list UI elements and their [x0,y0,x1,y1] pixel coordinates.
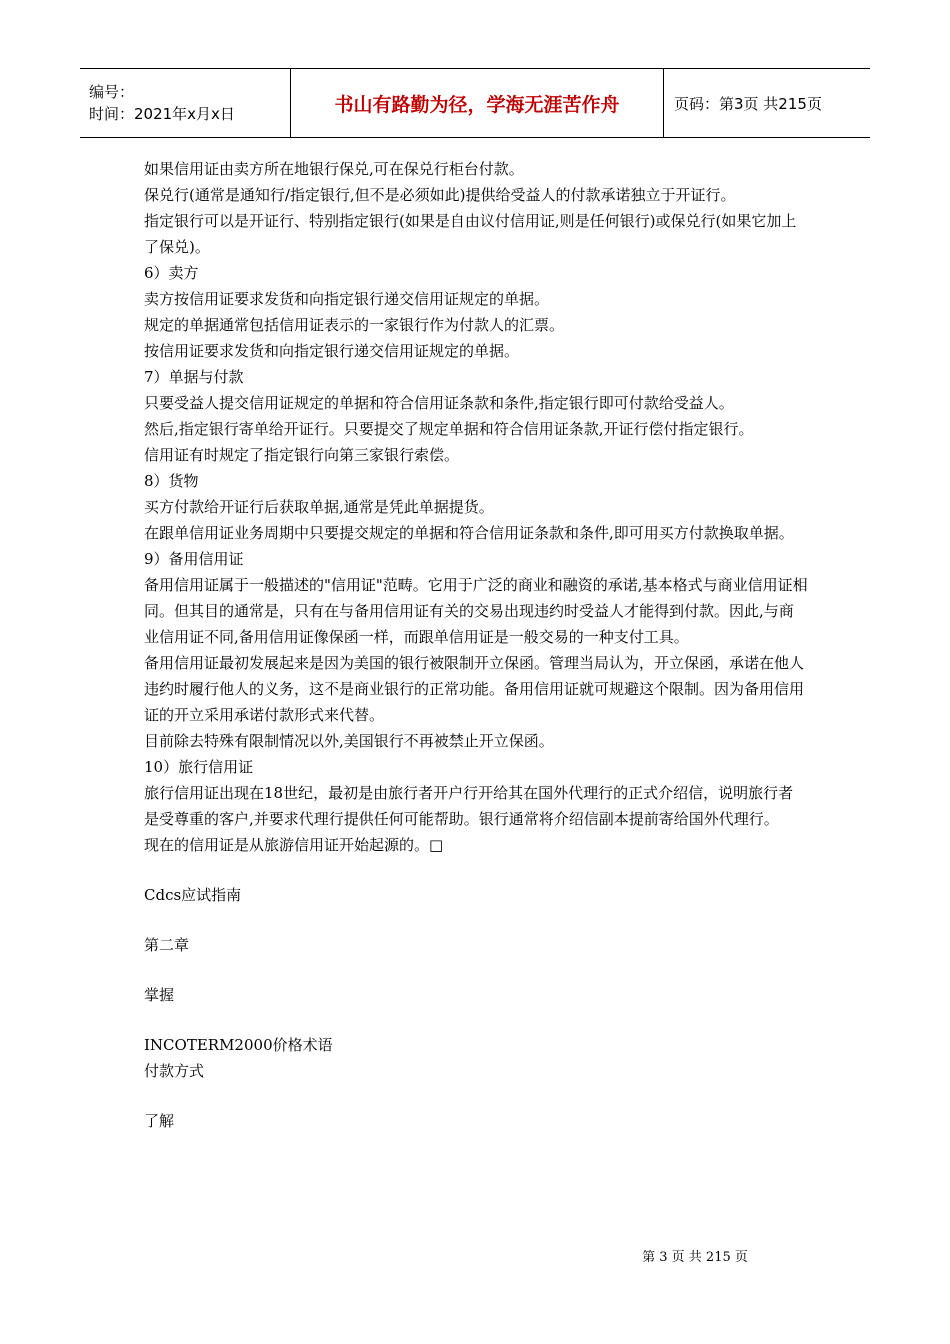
paragraph: 旅行信用证出现在18世纪，最初是由旅行者开户行开给其在国外代理行的正式介绍信，说明旅行者是受尊重的客户,并要求代理行提供任何可能帮助。银行通常将介绍信副本提前寄给国外代理行。 [144,784,794,828]
page-header [80,68,870,138]
paragraph: 备用信用证最初发展起来是因为美国的银行被限制开立保函。管理当局认为，开立保函，承诺在他人违约时履行他人的义务，这不是商业银行的正常功能。备用信用证就可规避这个限制。因为备用信用证的开立采用承诺付款形式来代替。 [144,654,805,724]
guide-title: Cdcs应试指南 [144,886,242,904]
section-heading: 9）备用信用证 [144,550,244,568]
section-heading: 10）旅行信用证 [144,758,254,776]
paragraph: 规定的单据通常包括信用证表示的一家银行作为付款人的汇票。 [144,316,565,334]
paragraph: 买方付款给开证行后获取单据,通常是凭此单据提货。 [144,498,494,516]
header-motto [290,69,664,137]
document-number-label: 编号： [89,83,135,101]
paragraph: 指定银行可以是开证行、特别指定银行(如果是自由议付信用证,则是任何银行)或保兑行(如果它加上了保兑)。 [144,212,797,256]
paragraph: 目前除去特殊有限制情况以外,美国银行不再被禁止开立保函。 [144,732,554,750]
document-body [144,156,808,1134]
section-heading: 6）卖方 [144,264,199,282]
document-date: 时间：2021年x月x日 [89,105,235,123]
section-heading: 8）货物 [144,472,199,490]
paragraph: 保兑行(通常是通知行/指定银行,但不是必须如此)提供给受益人的付款承诺独立于开证行。 [144,186,736,204]
header-page-info [664,69,870,137]
understand-heading: 了解 [144,1112,175,1130]
outline-item: 付款方式 [144,1062,205,1080]
page-footer [0,1246,950,1265]
paragraph: 然后,指定银行寄单给开证行。只要提交了规定单据和符合信用证条款,开证行偿付指定银行。 [144,420,754,438]
master-heading: 掌握 [144,986,175,1004]
outline-item: INCOTERM2000价格术语 [144,1036,333,1054]
header-meta [80,69,290,137]
footer-page-number: 第 3 页 共 215 页 [642,1250,748,1265]
paragraph: 卖方按信用证要求发货和向指定银行递交信用证规定的单据。 [144,290,550,308]
chapter-title: 第二章 [144,936,190,954]
section-heading: 7）单据与付款 [144,368,244,386]
paragraph: 备用信用证属于一般描述的"信用证"范畴。它用于广泛的商业和融资的承诺,基本格式与商业信用证相同。但其目的通常是，只有在与备用信用证有关的交易出现违约时受益人才能得到付款。因此,与商业信用证不同,备用信用证像保函一样，而跟单信用证是一般交易的一种支付工具。 [144,576,808,646]
paragraph: 如果信用证由卖方所在地银行保兑,可在保兑行柜台付款。 [144,160,524,178]
paragraph: 现在的信用证是从旅游信用证开始起源的。□ [144,836,444,854]
paragraph: 在跟单信用证业务周期中只要提交规定的单据和符合信用证条款和条件,即可用买方付款换取单据。 [144,524,794,542]
paragraph: 按信用证要求发货和向指定银行递交信用证规定的单据。 [144,342,520,360]
paragraph: 只要受益人提交信用证规定的单据和符合信用证条款和条件,指定银行即可付款给受益人。 [144,394,734,412]
motto-text: 书山有路勤为径，学海无涯苦作舟 [334,93,620,116]
page-info-text: 页码：第3页 共215页 [674,94,822,113]
paragraph: 信用证有时规定了指定银行向第三家银行索偿。 [144,446,460,464]
